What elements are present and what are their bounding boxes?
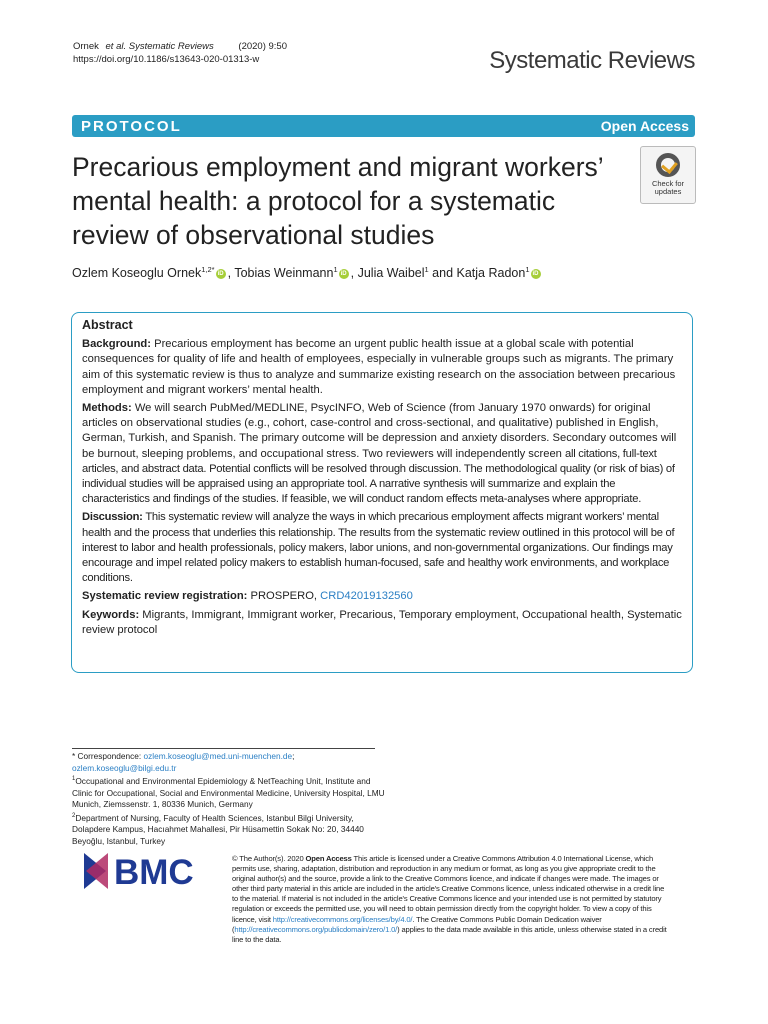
abstract-registration: Systematic review registration: PROSPERO, CRD42019132560 — [82, 590, 413, 603]
badge-line1: Check for — [651, 179, 685, 188]
open-access-label: Open Access — [600, 118, 689, 134]
affiliation-2: $^2$Department of Nursing, Faculty of Health Sciences, Istanbul Bilgi University, Dolapdere Kampus, Hacıahmet Mahallesi, Pir Hüsamettin Sokak No: 20, 34440 Beyoğlu, Istanbul, Turkey — [72, 812, 364, 846]
abstract-keywords: Keywords: Migrants, Immigrant, Immigrant worker, Precarious, Temporary employment, Occupational health, Systematic review protocol — [82, 608, 682, 636]
author-name[interactable]: Katja Radon — [456, 266, 526, 281]
author-name[interactable]: Julia Waibel — [357, 266, 425, 281]
doi-link[interactable]: https://doi.org/10.1186/s13643-020-01313-w — [73, 54, 260, 65]
author-separator: , — [350, 266, 358, 281]
author-name[interactable]: Ozlem Koseoglu Ornek — [72, 266, 202, 281]
abstract-background: Background: Precarious employment has become an urgent public health issue at a global scale with potential consequences for quality of life and health of employees, especially in vulnerable groups such as migrants. The primary aim of this systematic review is thus to analyze and summarize existing research on the association between precarious employment and migrant workers’ mental health. — [82, 338, 676, 396]
crossmark-icon — [656, 153, 680, 177]
article-type-label: PROTOCOL — [81, 117, 182, 135]
abstract-heading: Abstract — [82, 318, 133, 332]
bmc-logo-text: BMC — [114, 853, 194, 889]
author-affiliation: 1 — [525, 265, 530, 274]
orcid-icon[interactable]: iD — [532, 270, 539, 277]
license-text: © The Author(s). 2020 Open Access This article is licensed under a Creative Commons Attribution 4.0 International License, which permits use, sharing, adaptation, distribution and reproduction in any medium or format, as long as you give appropriate credit to the original author(s) and the source, provide a link to the Creative Commons licence, and indicate if changes were made. The images or other third party material in this article are included in the article's Creative Commons licence, unless indicated otherwise in a credit line to the material. If material is not included in the article's Creative Commons licence and your intended use is not permitted by statutory regulation or exceeds the permitted use, you will need to obtain permission directly from the copyright holder. To view a copy of this licence, visit http://creativecommons.org/licenses/by/4.0/. The Creative Commons Public Domain Dedication waiver (http://creativecommons.org/publicdomain/zero/1.0/) applies to the data made available in this article, unless otherwise stated in a credit line to the data. — [232, 854, 667, 944]
author-affiliation: 1 — [424, 265, 429, 274]
orcid-icon[interactable]: iD — [340, 270, 347, 277]
affiliation-1: $^1$Occupational and Environmental Epidemiology & NetTeaching Unit, Institute and Clinic for Occupational, Social and Environmental Medicine, University Hospital, LMU Munich, Ziemssenstr. 1, 80336 Munich, Germany — [72, 775, 385, 810]
citation-year-volume: (2020) 9:50 — [238, 41, 287, 52]
correspondence: * Correspondence: ozlem.koseoglu@med.uni-muenchen.de; ozlem.koseoglu@bilgi.edu.tr — [72, 751, 295, 773]
orcid-icon[interactable]: iD — [217, 270, 224, 277]
citation-authors: Ornek et al. Systematic Reviews — [73, 41, 214, 52]
article-type-banner — [72, 115, 695, 137]
author-name[interactable]: Tobias Weinmann — [234, 266, 334, 281]
author-separator: , — [227, 266, 235, 281]
abstract-methods: Methods: We will search PubMed/MEDLINE, PsycINFO, Web of Science (from January 1970 onwards) for original articles on observational studies (e.g., cohort, case-control and cross-sectional, and qualitative) published in English, German, Turkish, and Spanish. The primary outcome will be depression and anxiety disorders. Secondary outcomes will be burnout, sleeping problems, and occupational stress. Two reviewers will independently screen all citations, full-text articles, and abstract data. Potential conflicts will be resolved through discussion. The methodological quality (or risk of bias) of individual studies will be appraised using an appropriate tool. A narrative synthesis will summarize and explain the characteristics and findings of the studies. If feasible, we will conduct random effects meta-analyses where appropriate. — [82, 402, 677, 506]
footnotes — [72, 751, 392, 847]
email-link[interactable]: ozlem.koseoglu@med.uni-muenchen.de — [143, 751, 293, 761]
journal-name: Systematic Reviews — [489, 47, 695, 74]
author-affiliation: 1 — [333, 265, 338, 274]
footnote-divider — [72, 748, 375, 749]
article-title: Precarious employment and migrant workers’ mental health: a protocol for a systematic review of observational studies — [72, 152, 603, 250]
badge-line2: updates — [654, 187, 682, 196]
citation-header — [73, 40, 291, 66]
author-separator: and — [428, 266, 457, 281]
license-link[interactable]: http://creativecommons.org/licenses/by/4.0/ — [272, 914, 413, 924]
author-affiliation: 1,2* — [201, 265, 215, 274]
abstract-box — [71, 312, 693, 673]
bmc-logo — [84, 853, 214, 889]
prospero-link[interactable]: CRD42019132560 — [320, 590, 413, 603]
license-link[interactable]: http://creativecommons.org/publicdomain/zero/1.0/ — [234, 924, 398, 934]
email-link[interactable]: ozlem.koseoglu@bilgi.edu.tr — [72, 762, 177, 773]
abstract-discussion: Discussion: This systematic review will analyze the ways in which precarious employment affects migrant workers’ mental health and the process that underlies this relationship. The results from the systematic review outlined in this protocol will be of interest to labor and health professionals, policy makers, labor unions, and non-governmental organizations. Our findings may encourage and impel related policy makers to establish human-focused, safe and healthy work environments, and workplace conditions. — [82, 511, 675, 585]
author-list — [72, 265, 543, 280]
check-for-updates-badge[interactable] — [640, 146, 696, 204]
